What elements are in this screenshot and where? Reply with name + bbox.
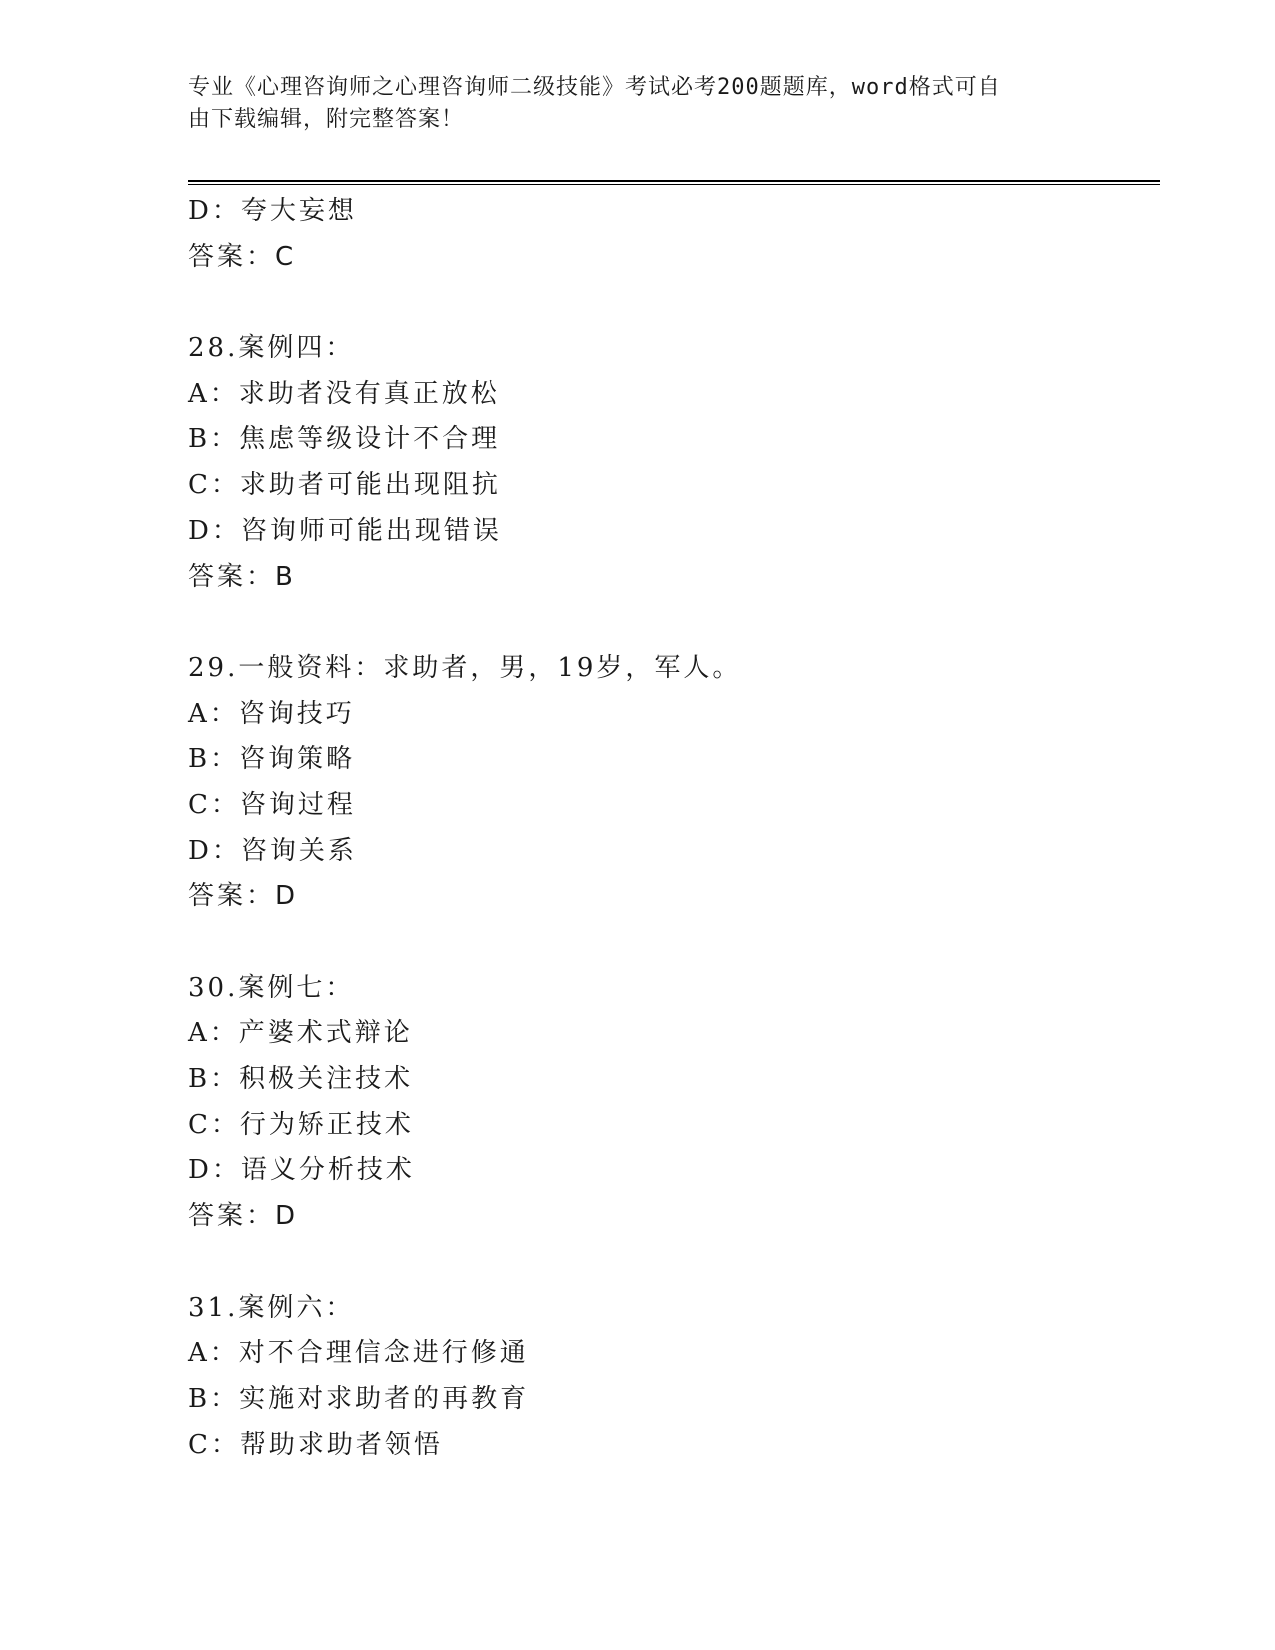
header-line-1: 专业《心理咨询师之心理咨询师二级技能》考试必考200题题库，word格式可自 — [188, 75, 1001, 100]
question-stem: 30.案例七： — [188, 972, 355, 1003]
block-spacer — [188, 600, 1160, 646]
block-spacer — [188, 280, 1160, 326]
answer-key: 答案：D — [188, 1201, 299, 1232]
answer-option: D：夸大妄想 — [188, 196, 357, 226]
answer-key: 答案：D — [188, 881, 299, 912]
question-list — [188, 189, 1160, 1468]
question-stem: 31.案例六： — [188, 1292, 355, 1323]
answer-option: D：咨询关系 — [188, 835, 357, 866]
answer-option: C：行为矫正技术 — [188, 1109, 414, 1140]
question-stem: 29.一般资料：求助者，男，19岁，军人。 — [188, 652, 742, 683]
answer-option: B：积极关注技术 — [188, 1064, 414, 1095]
answer-option: D：语义分析技术 — [188, 1155, 415, 1186]
answer-option: C：求助者可能出现阻抗 — [188, 470, 501, 501]
answer-option: B：咨询策略 — [188, 744, 356, 775]
question-stem: 28.案例四： — [188, 333, 355, 364]
header-divider-thick — [188, 180, 1160, 182]
answer-option: C：帮助求助者领悟 — [188, 1429, 443, 1460]
answer-option: B：焦虑等级设计不合理 — [188, 424, 501, 455]
answer-option: A：求助者没有真正放松 — [188, 378, 500, 409]
answer-option: C：咨询过程 — [188, 789, 356, 820]
answer-key: 答案：C — [188, 241, 297, 272]
block-spacer — [188, 920, 1160, 966]
answer-option: D：咨询师可能出现错误 — [188, 515, 502, 546]
block-spacer — [188, 1240, 1160, 1286]
answer-option: A：产婆术式辩论 — [188, 1018, 413, 1049]
answer-key: 答案：B — [188, 561, 296, 592]
answer-option: A：对不合理信念进行修通 — [188, 1338, 529, 1369]
header-divider-thin — [188, 184, 1160, 185]
header-line-2: 由下载编辑，附完整答案！ — [188, 107, 465, 132]
answer-option: A：咨询技巧 — [188, 698, 355, 729]
answer-option: B：实施对求助者的再教育 — [188, 1383, 530, 1414]
document-header — [188, 72, 1068, 136]
